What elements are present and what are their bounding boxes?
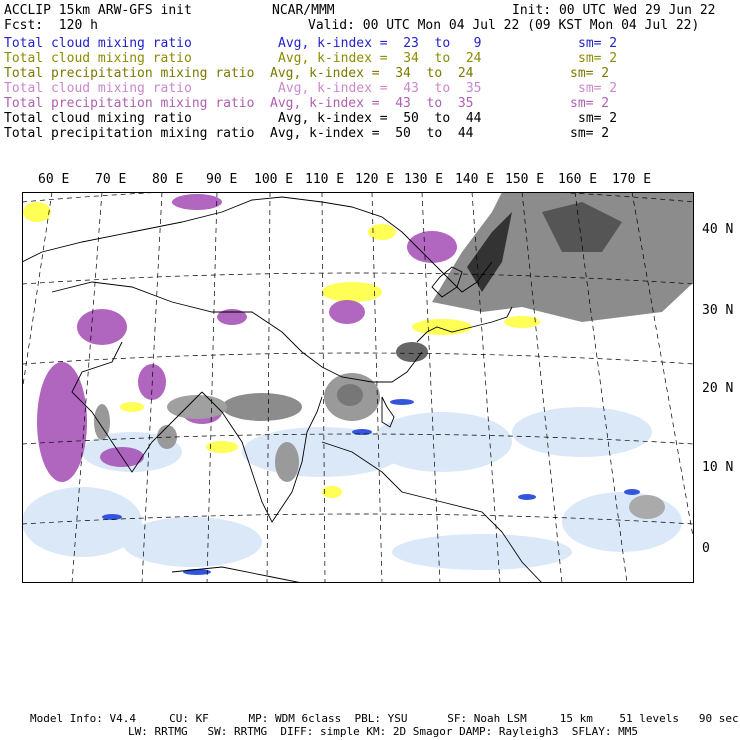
field-name: Total cloud mixing ratio <box>4 81 192 96</box>
latitude-label: 40 N <box>702 222 734 237</box>
latitude-label: 0 <box>702 541 710 556</box>
longitude-label: 110 E <box>305 172 345 187</box>
field-name: Total cloud mixing ratio <box>4 36 192 51</box>
longitude-label: 80 E <box>152 172 184 187</box>
longitude-label: 120 E <box>355 172 395 187</box>
longitude-label: 160 E <box>558 172 598 187</box>
field-description: Avg, k-index = 43 to 35 <box>270 96 474 111</box>
model-info-line1: Model Info: V4.4 CU: KF MP: WDM 6class PBL: YSU SF: Noah LSM 15 km 51 levels 90 sec <box>30 712 739 725</box>
latitude-label: 10 N <box>702 460 734 475</box>
field-name: Total precipitation mixing ratio <box>4 126 255 141</box>
map-title: ACCLIP 15km ARW-GFS init <box>4 3 192 18</box>
longitude-label: 100 E <box>254 172 294 187</box>
field-smoothing: sm= 2 <box>570 66 610 81</box>
valid-time: Valid: 00 UTC Mon 04 Jul 22 (09 KST Mon 04 Jul 22) <box>308 18 700 33</box>
field-description: Avg, k-index = 50 to 44 <box>278 111 482 126</box>
longitude-label: 150 E <box>505 172 545 187</box>
forecast-map <box>22 192 694 583</box>
field-name: Total precipitation mixing ratio <box>4 66 255 81</box>
latitude-label: 20 N <box>702 381 734 396</box>
model-info-line2: LW: RRTMG SW: RRTMG DIFF: simple KM: 2D Smagor DAMP: Rayleigh3 SFLAY: MM5 <box>128 725 638 738</box>
field-description: Avg, k-index = 34 to 24 <box>278 51 482 66</box>
longitude-label: 130 E <box>404 172 444 187</box>
field-smoothing: sm= 2 <box>578 81 618 96</box>
init-time: Init: 00 UTC Wed 29 Jun 22 <box>512 3 716 18</box>
field-name: Total precipitation mixing ratio <box>4 96 255 111</box>
longitude-label: 70 E <box>95 172 127 187</box>
map-organization: NCAR/MMM <box>272 3 335 18</box>
field-name: Total cloud mixing ratio <box>4 111 192 126</box>
field-smoothing: sm= 2 <box>570 96 610 111</box>
field-smoothing: sm= 2 <box>570 126 610 141</box>
field-description: Avg, k-index = 50 to 44 <box>270 126 474 141</box>
longitude-label: 140 E <box>455 172 495 187</box>
field-description: Avg, k-index = 43 to 35 <box>278 81 482 96</box>
longitude-label: 60 E <box>38 172 70 187</box>
latitude-label: 30 N <box>702 303 734 318</box>
field-smoothing: sm= 2 <box>578 111 618 126</box>
field-smoothing: sm= 2 <box>578 51 618 66</box>
forecast-hour: Fcst: 120 h <box>4 18 98 33</box>
longitude-label: 170 E <box>612 172 652 187</box>
field-description: Avg, k-index = 34 to 24 <box>270 66 474 81</box>
longitude-label: 90 E <box>206 172 238 187</box>
field-smoothing: sm= 2 <box>578 36 618 51</box>
field-name: Total cloud mixing ratio <box>4 51 192 66</box>
field-description: Avg, k-index = 23 to 9 <box>278 36 482 51</box>
